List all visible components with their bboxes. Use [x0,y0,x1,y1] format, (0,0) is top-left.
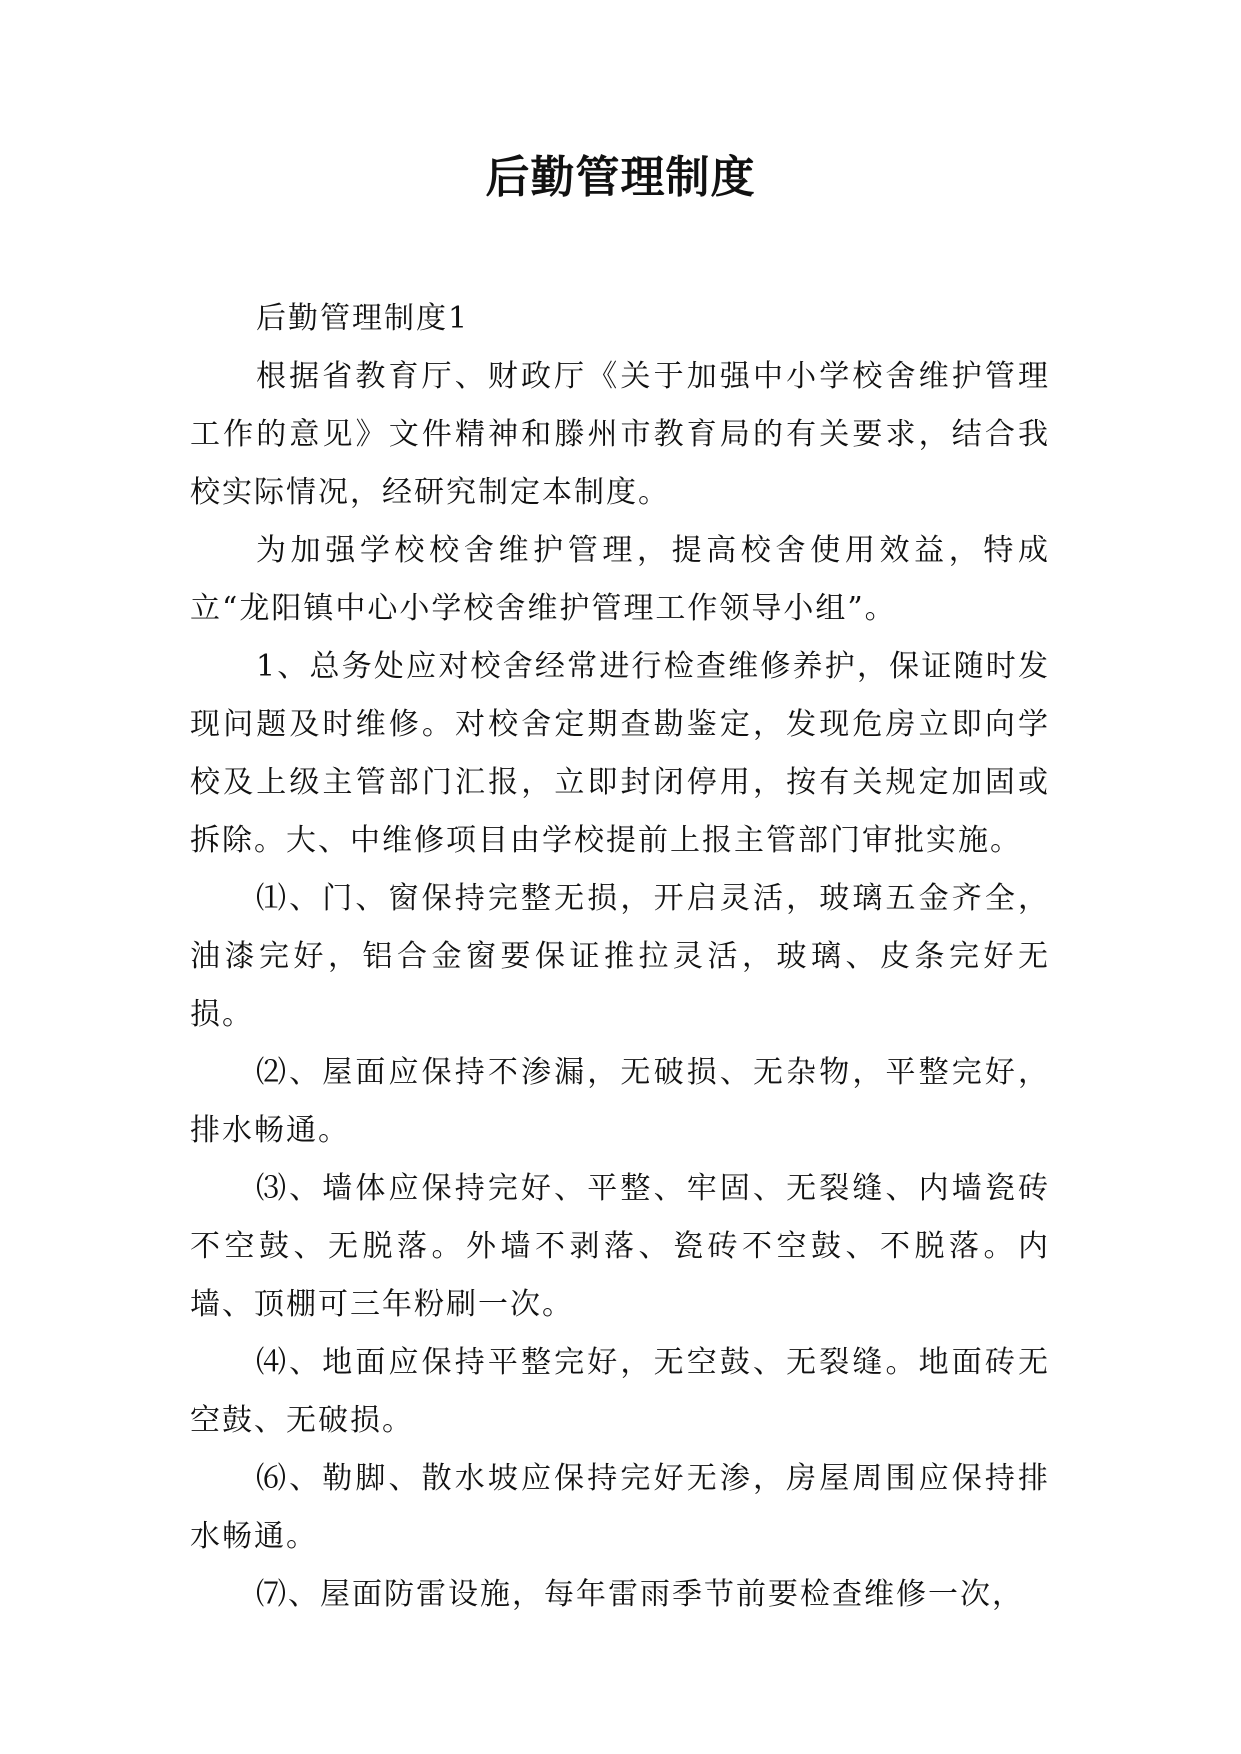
paragraph: ⑺、屋面防雷设施，每年雷雨季节前要检查维修一次， [256,1577,1024,1612]
paragraph: 根据省教育厅、财政厅《关于加强中小学校舍维护管理工作的意见》文件精神和滕州市教育局的有关要求，结合我校实际情况，经研究制定本制度。 [190,359,1050,510]
section-heading: 后勤管理制度1 [256,301,470,336]
document-title: 后勤管理制度 [485,152,756,203]
paragraph: ⑵、屋面应保持不渗漏，无破损、无杂物，平整完好，排水畅通。 [190,1055,1050,1148]
paragraph: ⑹、勒脚、散水坡应保持完好无渗，房屋周围应保持排水畅通。 [190,1461,1050,1554]
document-body [190,290,1050,1624]
paragraph: ⑴、门、窗保持完整无损，开启灵活，玻璃五金齐全，油漆完好，铝合金窗要保证推拉灵活，玻璃、皮条完好无损。 [190,881,1050,1032]
paragraph: ⑶、墙体应保持完好、平整、牢固、无裂缝、内墙瓷砖不空鼓、无脱落。外墙不剥落、瓷砖不空鼓、不脱落。内墙、顶棚可三年粉刷一次。 [190,1171,1050,1322]
paragraph: 1、总务处应对校舍经常进行检查维修养护，保证随时发现问题及时维修。对校舍定期查勘鉴定，发现危房立即向学校及上级主管部门汇报，立即封闭停用，按有关规定加固或拆除。大、中维修项目由学校提前上报主管部门审批实施。 [190,649,1050,858]
paragraph: 为加强学校校舍维护管理，提高校舍使用效益，特成立“龙阳镇中心小学校舍维护管理工作领导小组”。 [190,533,1050,626]
paragraph: ⑷、地面应保持平整完好，无空鼓、无裂缝。地面砖无空鼓、无破损。 [190,1345,1050,1438]
